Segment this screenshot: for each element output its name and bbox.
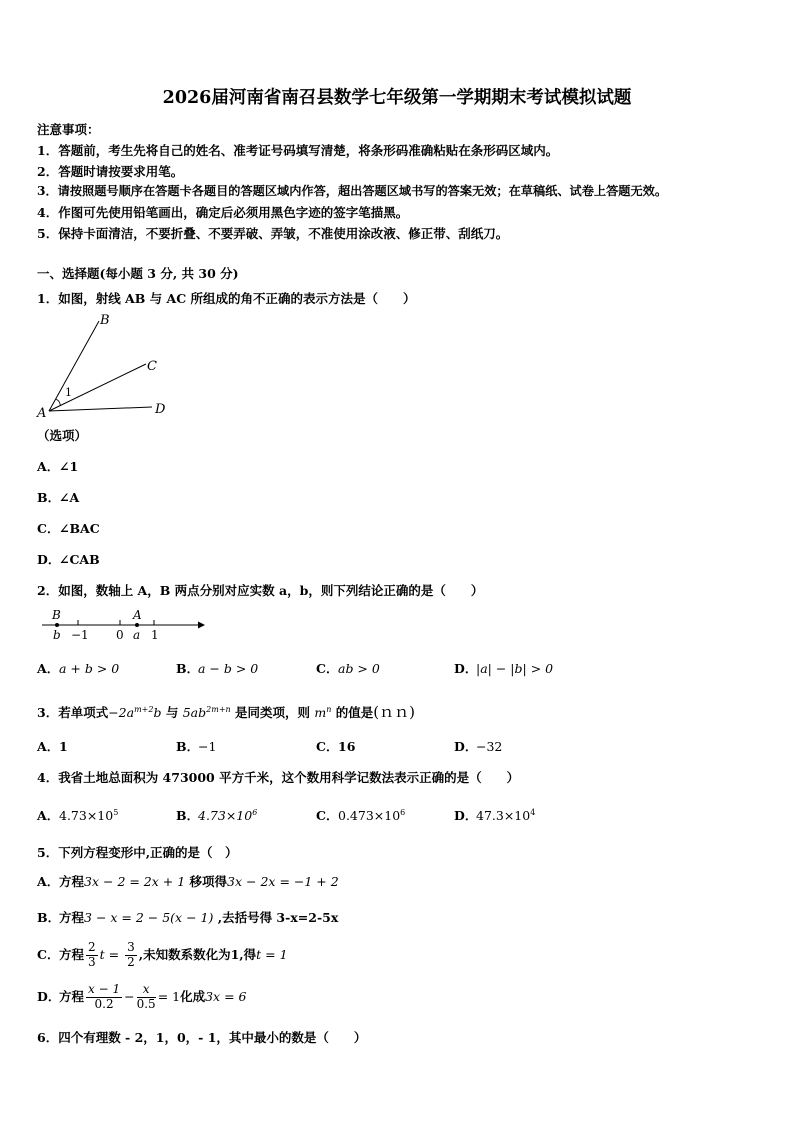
angle-figure [34, 310, 174, 420]
q3-option-c: C．16 [316, 739, 356, 754]
q3-option-d: D．−32 [454, 739, 503, 754]
ray-ad [49, 407, 152, 411]
notice-item: 4．作图可先使用铅笔画出，确定后必须用黑色字迹的签字笔描黑。 [37, 205, 409, 220]
notice-item: 2．答题时请按要求用笔。 [37, 164, 184, 179]
q5-option-a: A．方程3x − 2 = 2x + 1 移项得3x − 2x = −1 + 2 [37, 874, 339, 889]
q2-option-c: C．ab > 0 [316, 661, 380, 676]
fraction: $\frac{3}{2}$ [127, 940, 135, 969]
label-zero: 0 [116, 628, 124, 642]
q3-option-a: A．1 [37, 739, 68, 754]
notice-item: 1．答题前，考生先将自己的姓名、准考证号码填写清楚，将条形码准确粘贴在条形码区域内。 [37, 143, 559, 158]
options-caption: （选项） [37, 428, 88, 443]
fraction: $\frac{2}{3}$ [88, 940, 96, 969]
question-6-stem: 6．四个有理数 - 2，1，0，- 1，其中最小的数是（ ） [37, 1030, 367, 1045]
q5-option-b: B．方程3 − x = 2 − 5(x − 1) ,去括号得 3-x=2-5x [37, 910, 339, 925]
notice-item: 5．保持卡面清洁，不要折叠、不要弄破、弄皱，不准使用涂改液、修正带、刮纸刀。 [37, 226, 509, 241]
label-minus-one: −1 [71, 628, 89, 642]
q1-option-c: C．∠BAC [37, 521, 100, 536]
q2-option-a: A．a + b > 0 [37, 661, 120, 676]
angle-arc [56, 399, 60, 406]
label-point-a: A [133, 608, 142, 622]
q5-option-c: C．方程 $\frac{2}{3}$ t = $\frac{3}{2}$ ,未知数系数化为1,得t = 1 [37, 940, 288, 969]
fraction: $\frac{x}{0.5}$ [136, 982, 156, 1011]
ray-ab [49, 321, 99, 411]
label-angle-1: 1 [65, 386, 72, 399]
q3-option-b: B．−1 [176, 739, 217, 754]
question-1-stem: 1．如图，射线 AB 与 AC 所组成的角不正确的表示方法是（ ） [37, 291, 416, 306]
q1-option-b: B．∠A [37, 490, 80, 505]
q2-option-d: D．|a| − |b| > 0 [454, 661, 554, 676]
notice-heading: 注意事项： [37, 122, 100, 137]
q5-option-d: D．方程 $\frac{x - 1}{0.2}$ − $\frac{x}{0.5}$ = 1化成3x = 6 [37, 982, 247, 1011]
question-4-stem: 4．我省土地总面积为 473000 平方千米，这个数用科学记数法表示正确的是（ ） [37, 770, 520, 785]
point-b [55, 623, 59, 627]
arrow-head-icon [198, 622, 205, 629]
q4-option-c: C．$0.473\times 10^6$ [316, 807, 406, 823]
label-a-value: a [133, 628, 141, 642]
q2-option-b: B．a − b > 0 [176, 661, 259, 676]
point-a [135, 623, 139, 627]
question-5-stem: 5．下列方程变形中,正确的是（ ） [37, 845, 238, 860]
label-one: 1 [151, 628, 159, 642]
question-2-stem: 2．如图，数轴上 A，B 两点分别对应实数 a，b，则下列结论正确的是（ ） [37, 583, 484, 598]
notice-item: 3．请按照题号顺序在答题卡各题目的答题区域内作答，超出答题区域书写的答案无效；在草稿纸、试卷上答题无效。 [37, 184, 668, 198]
label-d: D [155, 402, 166, 417]
q4-option-b: B．$4.73\times 10^6$ [176, 807, 258, 823]
label-a: A [37, 406, 47, 420]
label-b-value: b [53, 628, 61, 642]
question-3-stem: 3．若单项式$-2a^{m+2}b$ 与 $5ab^{2m+n}$ 是同类项，则 $m^n$ 的值是(ｎｎ) [37, 703, 415, 721]
ray-ac [49, 364, 146, 411]
page-title: 2026届河南省南召县数学七年级第一学期期末考试模拟试题 [162, 88, 632, 108]
label-point-b: B [52, 608, 61, 622]
q1-option-a: A．∠1 [37, 459, 79, 474]
q4-option-a: A．$4.73\times 10^5$ [37, 807, 119, 823]
label-b: B [100, 313, 110, 328]
fraction: $\frac{x - 1}{0.2}$ [88, 982, 121, 1011]
q4-option-d: D．$47.3\times 10^4$ [454, 807, 536, 823]
label-c: C [147, 359, 157, 374]
q1-option-d: D．∠CAB [37, 552, 100, 567]
section-heading: 一、选择题(每小题 3 分, 共 30 分) [37, 266, 239, 281]
number-line-figure [38, 606, 208, 644]
